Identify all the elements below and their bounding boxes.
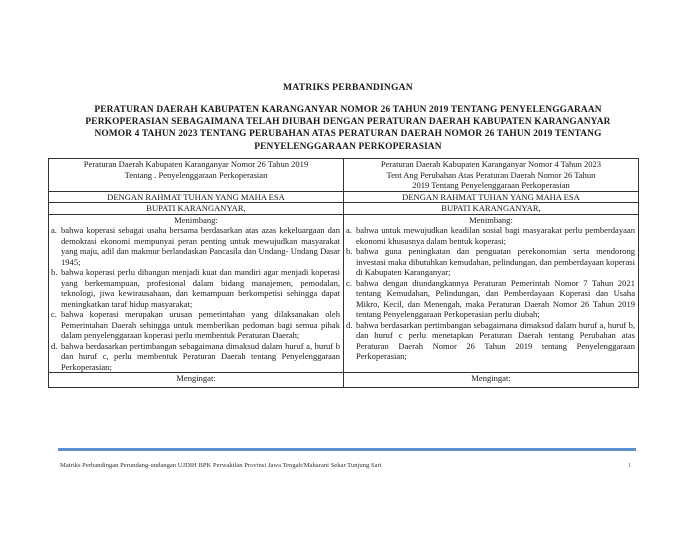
rahmat-right: DENGAN RAHMAT TUHAN YANG MAHA ESA [344,191,639,202]
item-text: bahwa berdasarkan pertimbangan sebagaimana dimaksud dalam huruf a, huruf b, dan huruf c perlu menetapkan Peraturan Daerah tentang Perubahan atas Peraturan Daerah Nomor 26 Tahun 2019 tentang Penyelenggaraan Perkoperasian; [356,319,635,361]
item-text: bahwa berdasarkan pertimbangan sebagaimana dimaksud dalam huruf a, huruf b dan huruf c, perlu membentuk Peraturan Daerah tentang Penyelenggaraan Perkoperasian; [61,340,340,372]
left-column-header [49,159,344,192]
right-menimbang-cell [344,214,639,372]
table-row [49,214,639,372]
right-column-header [344,159,639,192]
left-considerations [49,225,343,372]
heading-line: PERKOPERASIAN SEBAGAIMANA TELAH DIUBAH DENGAN PERATURAN DAERAH KABUPATEN KARANGANYAR [85,117,611,128]
item-text: bahwa koperasi perlu dibangun menjadi kuat dan mandiri agar menjadi koperasi yang berkemampuan, profesional dalam bidang manajemen, pemodalan, teknologi, jiwa kewirausahaan, dan kemampuan berkompetisi sehingga dapat meningkatkan taraf hidup masyarakat; [61,267,340,309]
list-item [49,309,343,341]
comparison-table [48,158,639,388]
header-line: Tent Ang Perubahan Atas Peraturan Daerah Nomor 26 Tahun [386,169,596,180]
list-item [49,267,343,309]
table-header-row [49,159,639,192]
item-text: bahwa dengan diundangkannya Peraturan Pemerintah Nomor 7 Tahun 2021 tentang Kemudahan, Pelindungan, dan Pemberdayaan Koperasi dan Usaha Mikro, Kecil, dan Menengah, maka Peraturan Daerah Nomor 26 Tahun 2019 tentang Penyelenggaraan Perkoperasian perlu diubah; [356,277,635,319]
heading-line: PERATURAN DAERAH KABUPATEN KARANGANYAR NOMOR 26 TAHUN 2019 TENTANG PENYELENGGARAAN [94,105,602,115]
page-number: 1 [628,462,632,469]
list-item [344,278,638,320]
mengingat-right: Mengingat: [344,373,639,388]
heading-line: NOMOR 4 TAHUN 2023 TENTANG PERUBAHAN ATAS PERATURAN DAERAH NOMOR 26 TAHUN 2019 TENTANG [94,129,602,140]
list-item [344,225,638,246]
document-heading [60,104,636,153]
item-letter: a. [51,225,57,235]
list-item [49,225,343,267]
item-letter: a. [346,225,352,235]
footer-divider [58,448,636,451]
header-line: Peraturan Daerah Kabupaten Karanganyar Nomor 4 Tahun 2023 [380,159,602,169]
rahmat-left: DENGAN RAHMAT TUHAN YANG MAHA ESA [49,191,344,202]
bupati-right: BUPATI KARANGANYAR, [344,203,639,214]
bupati-left: BUPATI KARANGANYAR, [49,203,344,214]
header-line: Peraturan Daerah Kabupaten Karanganyar Nomor 26 Tahun 2019 [83,159,309,169]
list-item [344,320,638,362]
table-row [49,373,639,388]
menimbang-label: Menimbang: [469,214,513,225]
header-line: 2019 Tentang Penyelenggaraan Perkoperasian [412,180,570,191]
item-letter: c. [51,309,57,319]
item-letter: b. [51,267,58,277]
left-menimbang-cell [49,214,344,372]
item-text: bahwa untuk mewujudkan keadilan sosial bagi masyarakat perlu pemberdayaan ekonomi khususnya dalam bentuk koperasi; [356,225,635,246]
mengingat-left: Mengingat: [49,373,344,388]
item-letter: c. [346,277,352,288]
header-line: Tentang . Penyelenggaraan Perkoperasian [124,169,268,180]
item-text: bahwa koperasi merupakan urusan pemerintahan yang dilaksanakan oleh Pemerintahan Daerah sehingga untuk memberikan pedoman bagi semua pihak dalam penyelenggaraan koperasi perlu membentuk Peraturan Daerah; [61,309,340,340]
table-row [49,191,639,202]
right-considerations [344,225,638,362]
menimbang-label: Menimbang: [174,214,218,225]
footer-text: Matriks Perbandingan Perundang-undangan UJDIH BPK Perwakilan Provinsi Jawa Tengah/Maharani Sekar Tunjung Sari [60,462,382,469]
table-row [49,203,639,214]
item-text: bahwa guna peningkatan dan penguatan perekonomian serta mendorong investasi maka dibutuhkan kemudahan, pelindungan, dan pemberdayaan koperasi di Kabupaten Karanganyar; [356,246,635,277]
item-letter: b. [346,246,353,256]
list-item [49,341,343,373]
item-letter: d. [51,340,58,351]
list-item [344,246,638,278]
item-letter: d. [346,319,353,330]
document-title: MATRIKS PERBANDINGAN [283,82,413,93]
heading-line: PENYELENGGARAAN PERKOPERASIAN [254,141,442,152]
item-text: bahwa koperasi sebagai usaha bersama berdasarkan atas azas kekeluargaan dan demokrasi ekonomi mempunyai peran penting untuk mewujudkan masyarakat yang maju, adil dan makmur berlandaskan Pancasila dan Undang- Undang Dasar 1945; [61,225,340,267]
